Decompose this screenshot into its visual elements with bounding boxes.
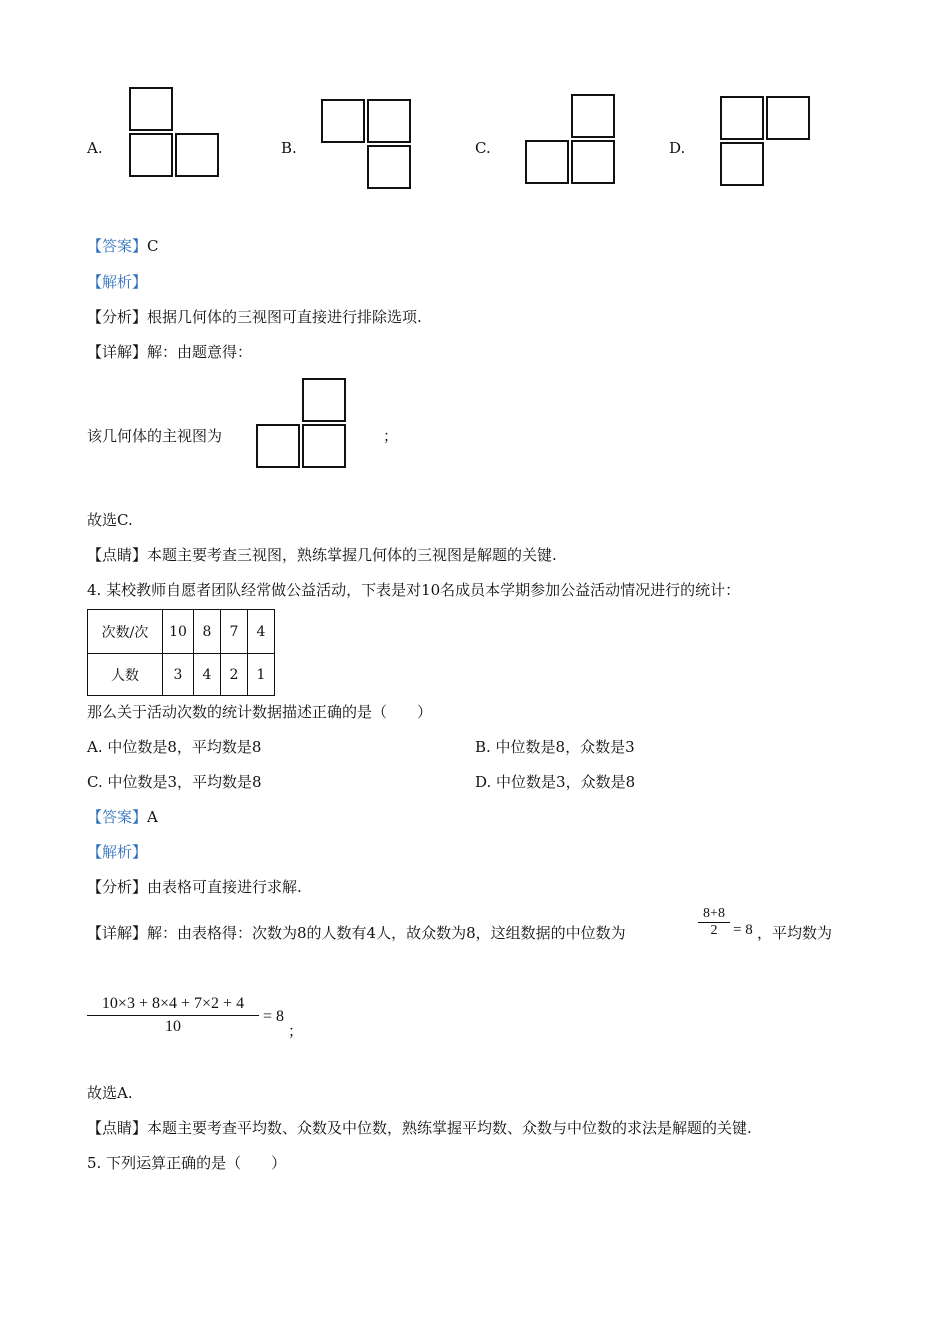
table-row	[88, 654, 275, 696]
q4-xiangjie: 【详解】解：由表格得：次数为8的人数有4人，故众数为8，这组数据的中位数为	[87, 924, 626, 942]
table-cell: 4	[194, 654, 221, 696]
median-numerator: 8+8	[703, 906, 725, 921]
q4-option-b: B. 中位数是8，众数是3	[475, 738, 635, 756]
q4-dianjing: 【点睛】本题主要考查平均数、众数及中位数，熟练掌握平均数、众数与中位数的求法是解题的关键.	[87, 1119, 752, 1137]
q3-conclusion: 故选C.	[87, 511, 133, 529]
q4-stem: 4. 某校教师自愿者团队经常做公益活动，下表是对10名成员本学期参加公益活动情况进行的统计：	[87, 581, 741, 599]
q3-semicolon: ；	[383, 427, 399, 445]
table-cell: 2	[221, 654, 248, 696]
option-d-label: D.	[669, 139, 686, 157]
answer-tag: 【答案】	[87, 808, 148, 826]
answer-value: A	[147, 808, 158, 826]
q4-conclusion: 故选A.	[87, 1084, 133, 1102]
q4-fenxi: 【分析】由表格可直接进行求解.	[87, 878, 302, 896]
mean-numerator: 10×3 + 8×4 + 7×2 + 4	[101, 995, 245, 1012]
table-header-cell: 人数	[88, 654, 163, 696]
stats-table	[87, 609, 275, 696]
q3-answer	[87, 235, 159, 256]
q5-stem: 5. 下列运算正确的是（ ）	[87, 1154, 287, 1172]
avg-lead: ，平均数为	[757, 924, 833, 942]
q3-dianjing: 【点睛】本题主要考查三视图，熟练掌握几何体的三视图是解题的关键.	[87, 546, 557, 564]
q3-main-view-text: 该几何体的主视图为	[87, 427, 223, 445]
table-header-cell: 次数/次	[88, 610, 163, 654]
median-result: = 8	[733, 922, 753, 938]
median-denominator: 2	[710, 923, 718, 938]
option-c-label: C.	[475, 139, 491, 157]
table-cell: 8	[194, 610, 221, 654]
q3-fenxi: 【分析】根据几何体的三视图可直接进行排除选项.	[87, 308, 422, 326]
table-row	[88, 610, 275, 654]
q4-answer	[87, 806, 158, 827]
answer-value: C	[147, 237, 159, 255]
option-a-label: A.	[87, 139, 103, 157]
table-cell: 7	[221, 610, 248, 654]
table-cell: 1	[248, 654, 275, 696]
q4-question: 那么关于活动次数的统计数据描述正确的是（ ）	[87, 703, 433, 721]
q4-semicolon: ；	[288, 1022, 304, 1040]
option-b-label: B.	[281, 139, 297, 157]
q4-option-a: A. 中位数是8，平均数是8	[87, 738, 262, 756]
mean-fraction	[87, 995, 259, 1036]
mean-denominator: 10	[165, 1018, 181, 1035]
q3-xiangjie: 【详解】解：由题意得：	[87, 343, 253, 361]
table-cell: 4	[248, 610, 275, 654]
table-cell: 10	[163, 610, 194, 654]
q4-option-c: C. 中位数是3，平均数是8	[87, 773, 262, 791]
table-cell: 3	[163, 654, 194, 696]
mean-result: = 8	[263, 1008, 285, 1025]
median-fraction	[698, 906, 730, 939]
q4-option-d: D. 中位数是3，众数是8	[475, 773, 636, 791]
q4-analysis-tag: 【解析】	[87, 843, 148, 861]
answer-tag: 【答案】	[87, 237, 148, 255]
q3-analysis-tag: 【解析】	[87, 273, 148, 291]
